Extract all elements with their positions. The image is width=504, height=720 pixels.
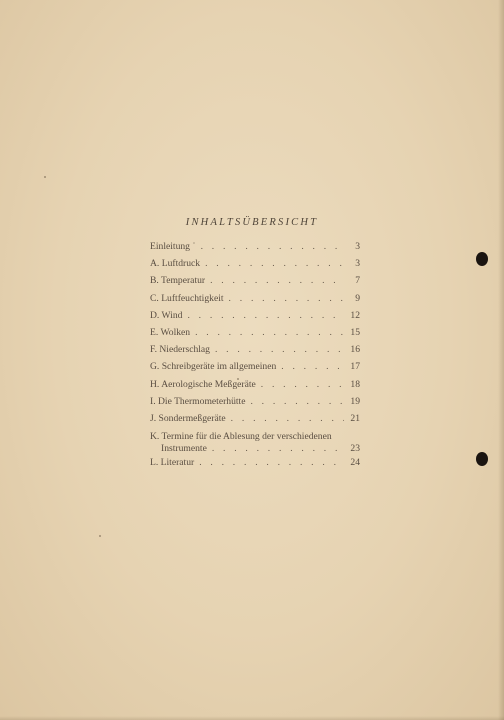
toc-leader-dots — [281, 361, 344, 372]
toc-leader-dots — [199, 457, 344, 468]
page-edge-right — [498, 0, 504, 720]
toc-entry-page: 9 — [355, 292, 360, 304]
toc-entry-page: 3 — [355, 258, 360, 270]
toc-entry-wind — [150, 310, 360, 327]
toc-entry-label: K. Termine für die Ablesung der verschiedenen — [150, 431, 332, 443]
toc-entry-label: H. Aerologische Meßgeräte — [150, 378, 256, 390]
toc-leader-dots — [201, 241, 344, 252]
toc-entry-page: 21 — [350, 412, 360, 424]
toc-leader-dots — [195, 327, 344, 338]
toc-entry-label: E. Wolken — [150, 326, 191, 338]
toc-entry-label: G. Schreibgeräte im allgemeinen — [150, 361, 277, 373]
toc-entry-label: A. Luftdruck — [150, 258, 201, 270]
toc-entry-page: 15 — [350, 326, 360, 338]
toc-entry-page: 19 — [350, 395, 360, 407]
toc-entry-einleitung — [150, 241, 360, 258]
punch-hole-lower — [476, 452, 488, 466]
toc-entry-label: L. Literatur — [150, 457, 195, 469]
toc-entry-page: 17 — [350, 361, 360, 373]
toc-leader-dots — [261, 379, 344, 390]
toc-leader-dots — [215, 344, 344, 355]
toc-entry-label: J. Sondermeßgeräte — [150, 412, 226, 424]
toc-entry-label: Einleitung ˙ — [150, 241, 196, 252]
toc-leader-dots — [205, 258, 344, 269]
toc-entry-label: B. Temperatur — [150, 275, 206, 287]
toc-entry-page: 7 — [355, 275, 360, 287]
toc-entry-label: D. Wind — [150, 309, 183, 321]
paper-speck — [44, 176, 46, 178]
toc-entry-literatur — [150, 457, 360, 474]
toc-entry-wolken — [150, 327, 360, 344]
toc-entry-continuation — [150, 443, 360, 457]
toc-entry-niederschlag — [150, 344, 360, 361]
toc-entry-thermometerhuette — [150, 396, 360, 413]
toc-leader-dots — [250, 396, 344, 407]
toc-entry-label-continued: Instrumente — [161, 443, 207, 455]
toc-leader-dots — [210, 275, 344, 286]
toc-entry-page: 24 — [350, 457, 360, 469]
toc-entry-page: 3 — [355, 241, 360, 252]
toc-entry-label: C. Luftfeuchtigkeit — [150, 292, 224, 304]
toc-entry-page: 16 — [350, 344, 360, 356]
toc-entry-termine — [150, 430, 360, 457]
toc-leader-dots — [231, 413, 344, 424]
toc-entry-temperatur — [150, 275, 360, 292]
toc-leader-dots — [212, 443, 344, 454]
toc-entry-luftdruck — [150, 258, 360, 275]
toc-entry-aerologische-messgeraete — [150, 379, 360, 396]
toc-entry-page: 23 — [350, 443, 360, 455]
toc-entry-schreibgeraete — [150, 361, 360, 378]
punch-hole-upper — [476, 252, 488, 266]
toc-entry-label: I. Die Thermometerhütte — [150, 395, 246, 407]
toc-entry-luftfeuchtigkeit — [150, 293, 360, 310]
toc-entry-page: 12 — [350, 309, 360, 321]
toc-entry-page: 18 — [350, 378, 360, 390]
toc-leader-dots — [187, 310, 344, 321]
page-edge-bottom — [0, 716, 504, 720]
paper-speck — [99, 535, 101, 537]
toc-entry-sondermessgeraete — [150, 413, 360, 430]
table-of-contents — [150, 241, 360, 474]
toc-leader-dots — [229, 293, 344, 304]
toc-entry-label: F. Niederschlag — [150, 344, 210, 356]
toc-title: INHALTSÜBERSICHT — [185, 217, 319, 228]
